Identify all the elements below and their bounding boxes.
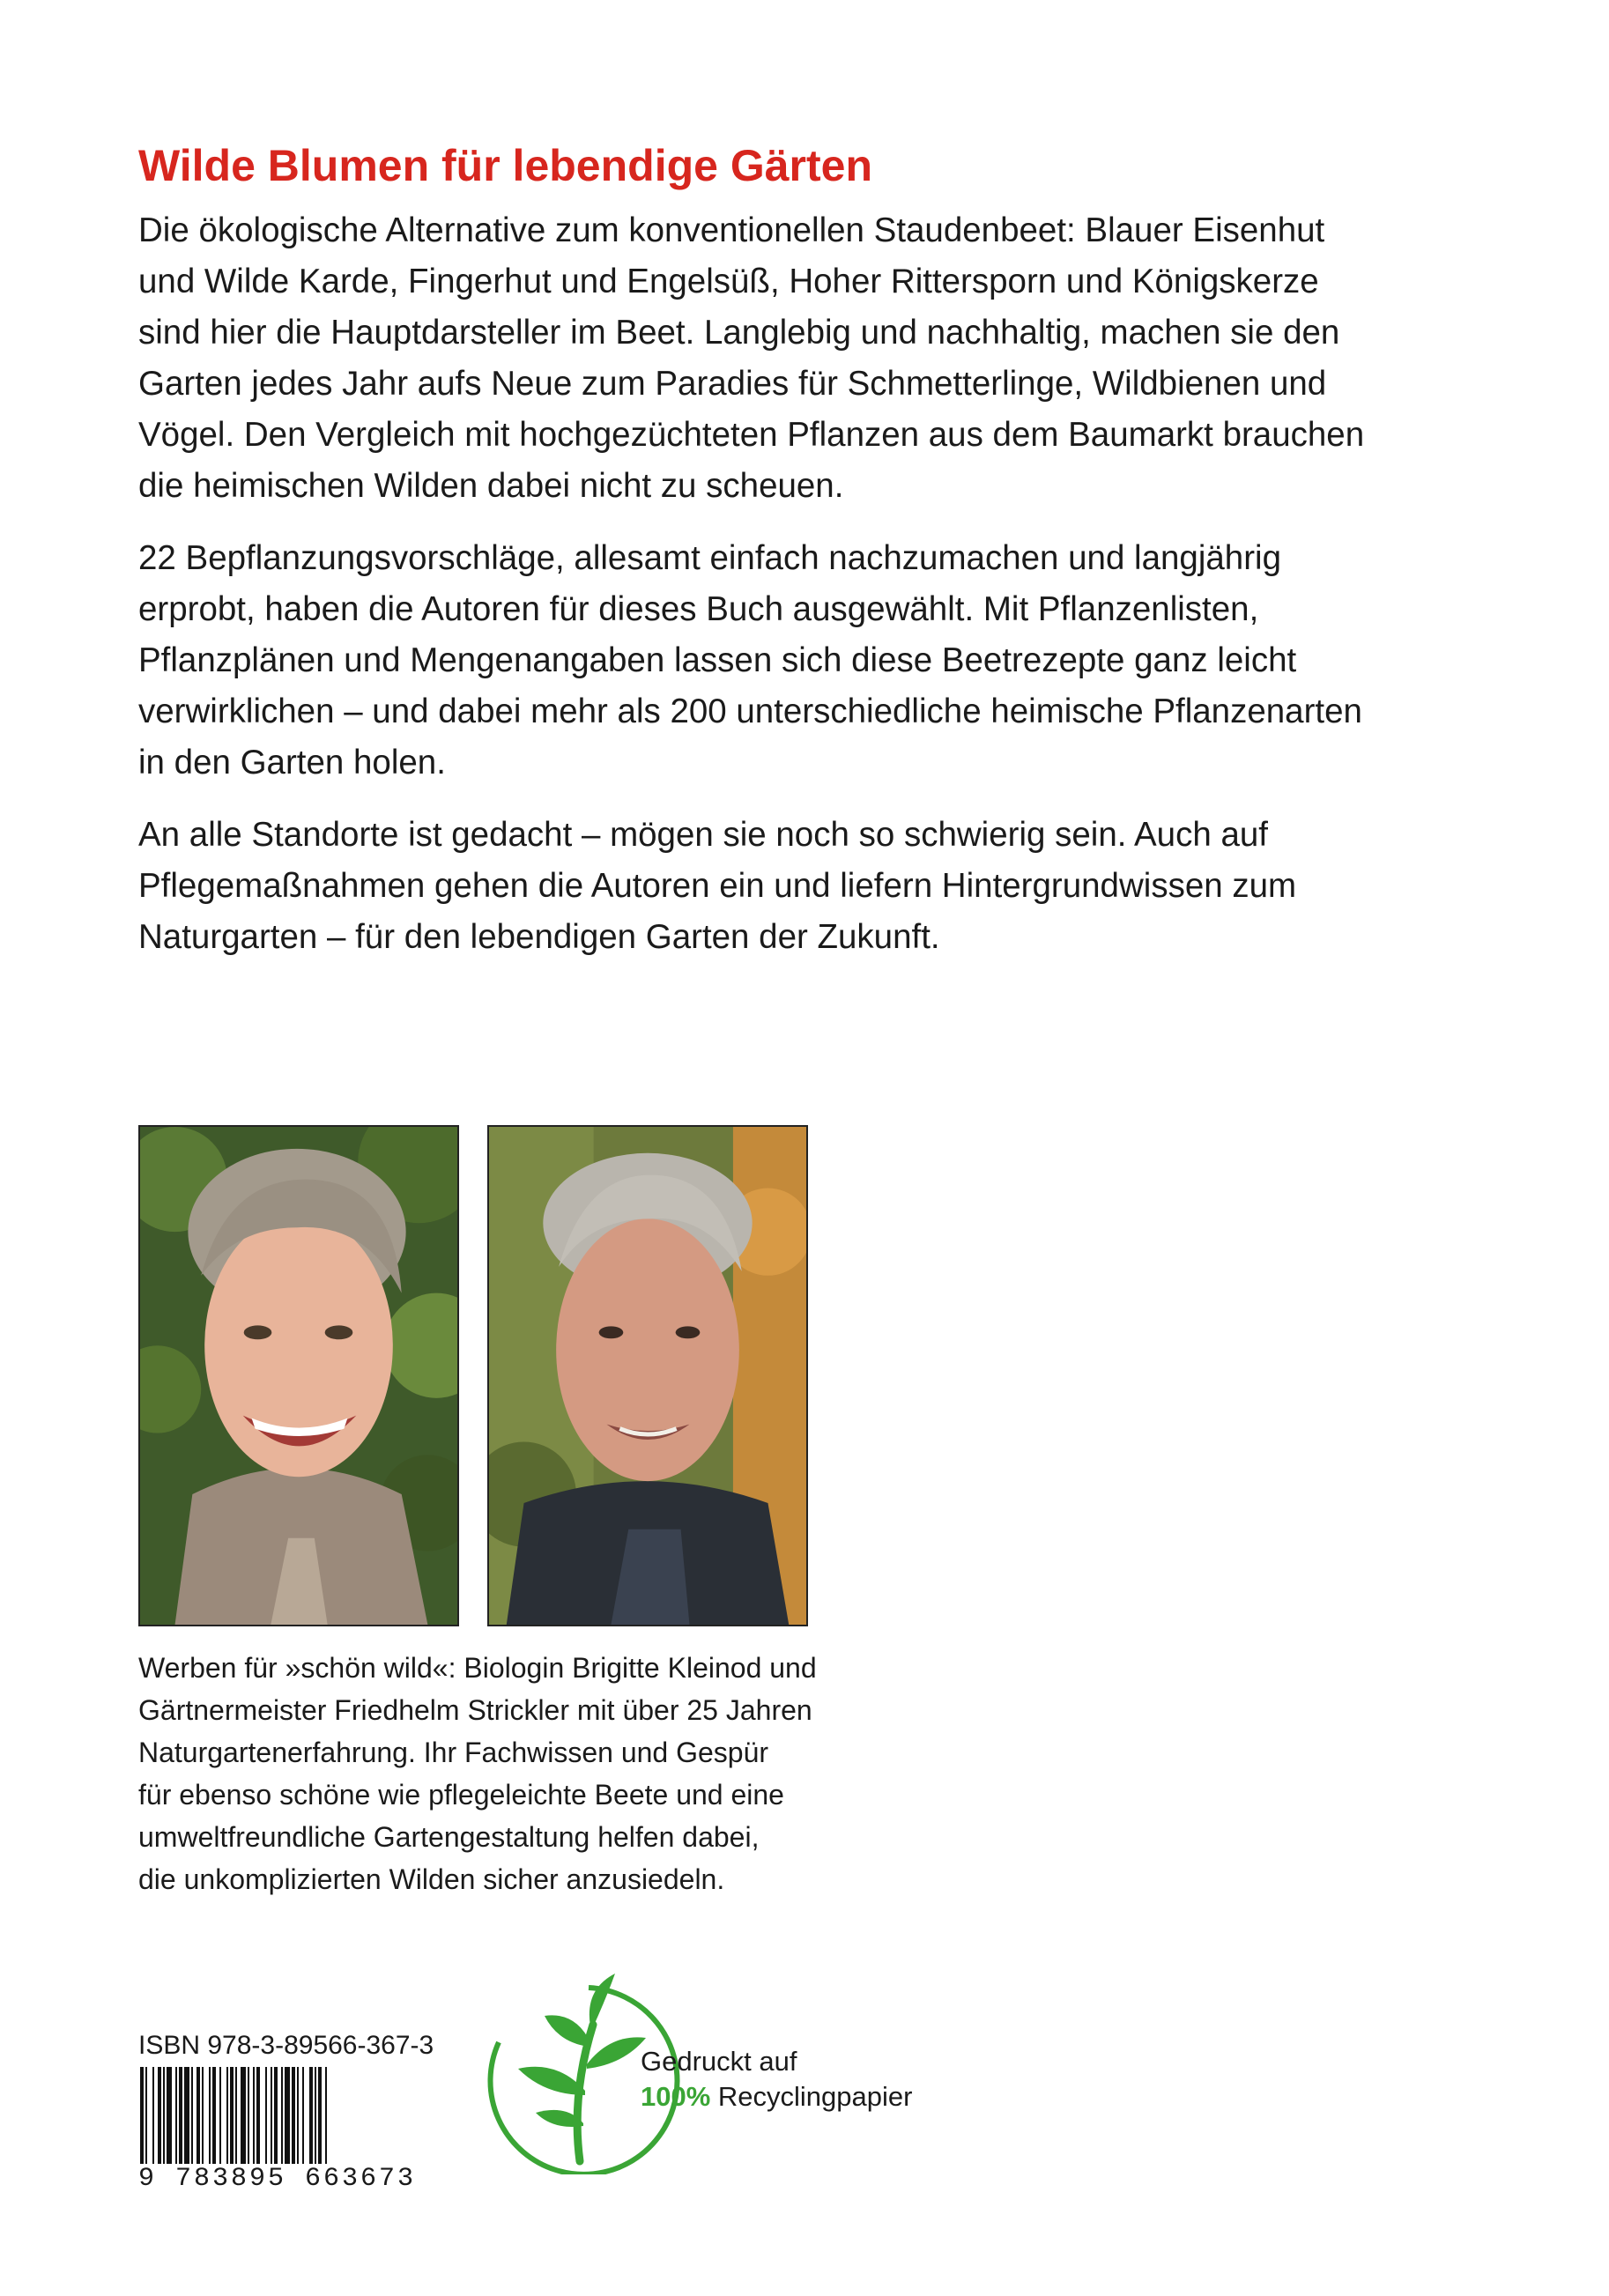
recycling-line-1: Gedruckt auf <box>641 2046 797 2077</box>
recycling-note <box>641 2044 912 2115</box>
isbn-digits: 9 783895 663673 <box>138 2164 417 2194</box>
isbn-label: ISBN 978-3-89566-367-3 <box>138 2031 434 2060</box>
photo-caption: Werben für »schön wild«: Biologin Brigitte Kleinod und Gärtnermeister Friedhelm Strickler mit über 25 Jahren Naturgartenerfahrung. Ihr Fachwissen und Gespür für ebenso schöne wie pflegeleichte Beete und eine umweltfreundliche Gartengestaltung helfen dabei, die unkomplizierten Wilden sicher anzusiedeln. <box>138 1652 817 1895</box>
recycling-line-2 <box>641 2079 912 2115</box>
author-photo-friedhelm-strickler <box>487 1125 808 1626</box>
author-photo-brigitte-kleinod <box>138 1125 459 1626</box>
recycling-percent: 100% <box>641 2081 711 2112</box>
barcode <box>138 2067 403 2164</box>
blurb-text <box>138 205 1425 984</box>
blurb-paragraph-1: Die ökologische Alternative zum konventionellen Staudenbeet: Blauer Eisenhut und Wilde Karde, Fingerhut und Engelsüß, Hoher Rittersporn und Königskerze sind hier die Hauptdarsteller im Beet. Langlebig und nachhaltig, machen sie den Garten jedes Jahr aufs Neue zum Paradies für Schmetterlinge, Wildbienen und Vögel. Den Vergleich mit hochgezüchteten Pflanzen aus dem Baumarkt brauchen die heimischen Wilden dabei nicht zu scheuen. <box>138 211 1365 505</box>
blurb-paragraph-2: 22 Bepflanzungsvorschläge, allesamt einfach nachzumachen und langjährig erprobt, haben die Autoren für dieses Buch ausgewählt. Mit Pflanzenlisten, Pflanzplänen und Mengenangaben lassen sich diese Beetrezepte ganz leicht verwirklichen – und dabei mehr als 200 unterschiedliche heimische Pflanzenarten in den Garten holen. <box>138 539 1362 781</box>
blurb-paragraph-3: An alle Standorte ist gedacht – mögen sie noch so schwierig sein. Auch auf Pflegemaßnahmen gehen die Autoren ein und liefern Hintergrundwissen zum Naturgarten – für den lebendigen Garten der Zukunft. <box>138 816 1297 956</box>
book-title: Wilde Blumen für lebendige Gärten <box>138 141 872 190</box>
isbn-block <box>138 2030 434 2194</box>
recycling-paper-label: Recyclingpapier <box>710 2081 913 2112</box>
